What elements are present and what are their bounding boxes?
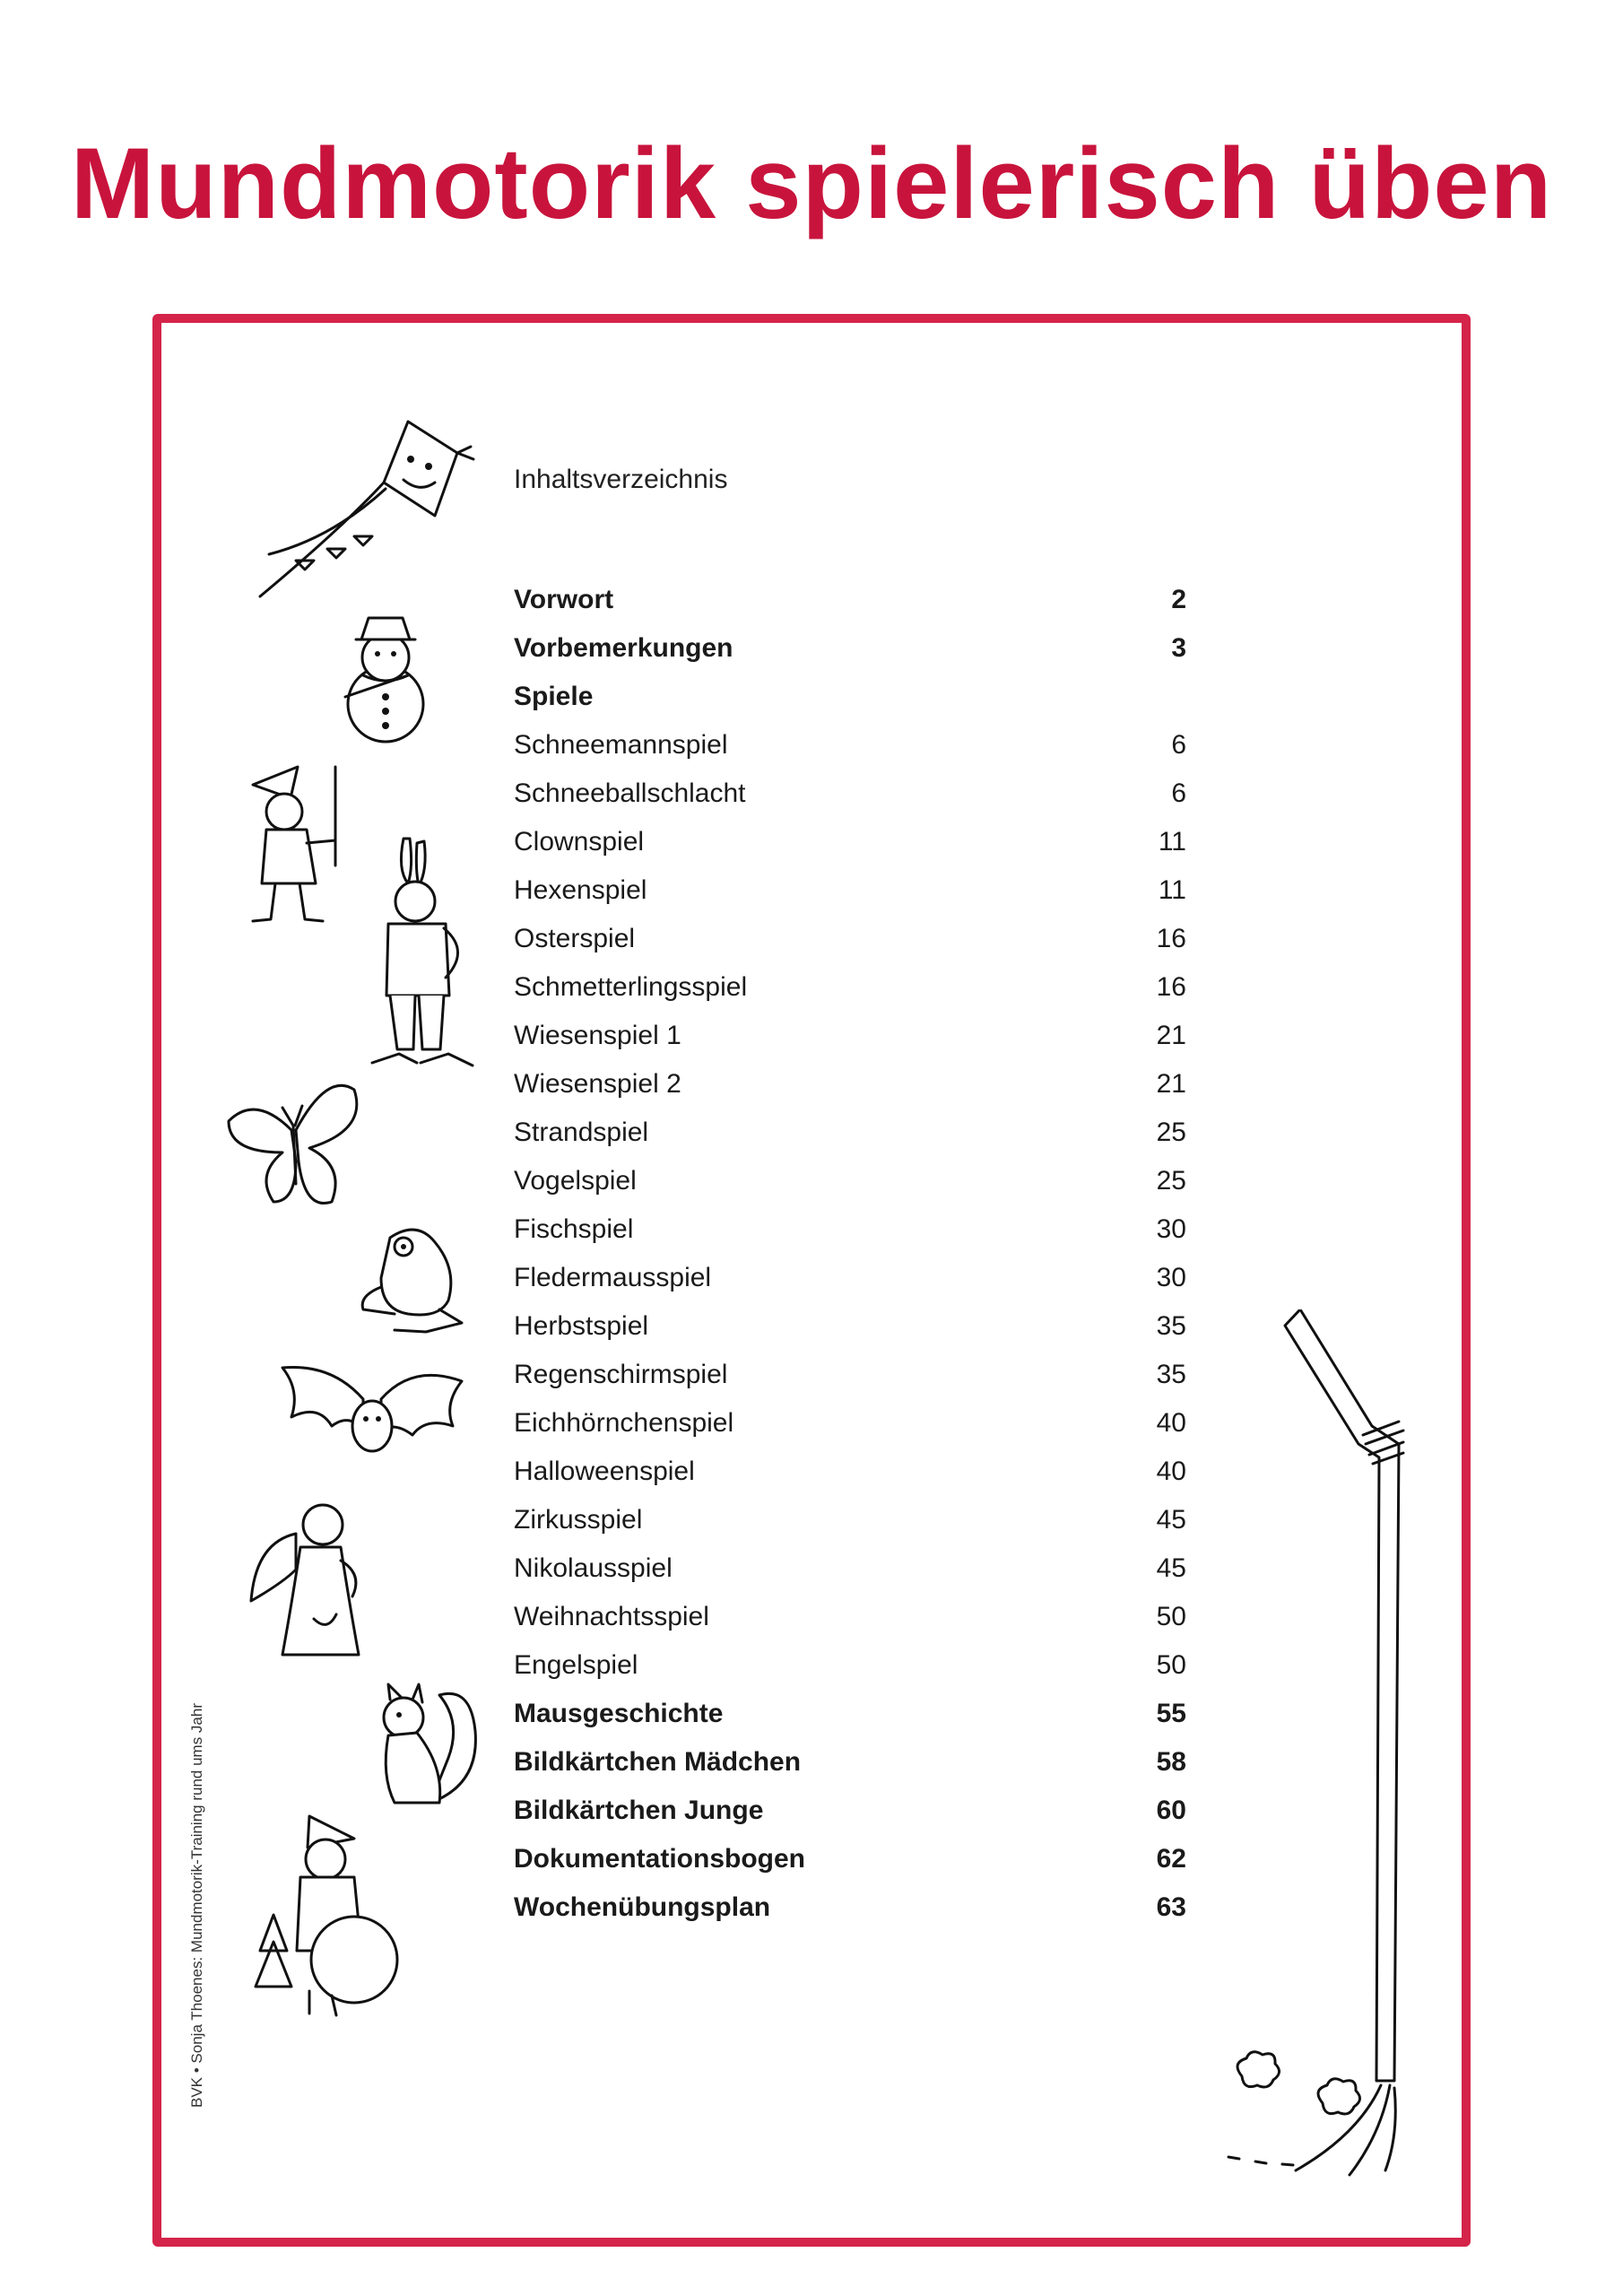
toc-entry xyxy=(514,1448,1186,1496)
toc-entry-label: Weihnachtsspiel xyxy=(514,1602,709,1631)
toc-entry xyxy=(514,1012,1186,1060)
toc-entry-page: 45 xyxy=(1156,1553,1186,1583)
toc-entry xyxy=(514,1593,1186,1641)
toc-entry xyxy=(514,1883,1186,1932)
snowman-icon xyxy=(309,614,457,744)
toc-entry-page: 3 xyxy=(1171,633,1186,663)
toc-entry xyxy=(514,1109,1186,1157)
toc-entry-page: 50 xyxy=(1156,1602,1186,1631)
toc-entry-label: Schmetterlingsspiel xyxy=(514,972,748,1002)
toc-entry-label: Schneeballschlacht xyxy=(514,778,746,808)
toc-entry xyxy=(514,1302,1186,1351)
toc-entry xyxy=(514,1351,1186,1399)
toc-entry-label: Strandspiel xyxy=(514,1118,649,1147)
toc-entry-page: 11 xyxy=(1158,875,1186,905)
toc-entry-label: Spiele xyxy=(514,682,594,711)
rabbit-icon xyxy=(363,834,480,1076)
toc-entry-page: 11 xyxy=(1158,827,1186,857)
toc-entry-page: 63 xyxy=(1156,1892,1186,1922)
toc-entry-page: 45 xyxy=(1156,1505,1186,1535)
witch-icon xyxy=(235,758,352,928)
toc-entry-page: 30 xyxy=(1156,1214,1186,1244)
toc-entry-label: Schneemannspiel xyxy=(514,730,728,760)
toc-entry-label: Regenschirmspiel xyxy=(514,1360,728,1389)
toc-entry-label: Fischspiel xyxy=(514,1214,634,1244)
toc-entry-label: Wiesenspiel 2 xyxy=(514,1069,681,1099)
toc-entry-page: 2 xyxy=(1171,585,1186,614)
toc-entry xyxy=(514,963,1186,1012)
toc-entry-label: Halloweenspiel xyxy=(514,1457,695,1486)
toc-entry-label: Nikolausspiel xyxy=(514,1553,673,1583)
toc-entry xyxy=(514,1060,1186,1109)
toc-entry-label: Osterspiel xyxy=(514,924,636,953)
toc-entry-page: 62 xyxy=(1156,1844,1186,1874)
toc-entry-label: Vorbemerkungen xyxy=(514,633,733,663)
toc-entry-page: 60 xyxy=(1156,1796,1186,1825)
toc-entry-page: 30 xyxy=(1156,1263,1186,1292)
toc-entry xyxy=(514,1738,1186,1787)
toc-entry-label: Clownspiel xyxy=(514,827,645,857)
squirrel-icon xyxy=(363,1677,480,1812)
toc-entry xyxy=(514,915,1186,963)
toc-entry-label: Eichhörnchenspiel xyxy=(514,1408,734,1438)
toc-entry xyxy=(514,673,1186,721)
toc-entry-label: Bildkärtchen Mädchen xyxy=(514,1747,802,1777)
toc-entry-page: 40 xyxy=(1156,1408,1186,1438)
toc-entry xyxy=(514,770,1186,818)
toc-entry-page: 25 xyxy=(1156,1166,1186,1196)
toc-entry-label: Vorwort xyxy=(514,585,614,614)
toc-heading: Inhaltsverzeichnis xyxy=(514,465,728,494)
toc-entry-page: 40 xyxy=(1156,1457,1186,1486)
toc-entry-page: 16 xyxy=(1156,972,1186,1002)
toc-entry-label: Engelspiel xyxy=(514,1650,638,1680)
toc-entry xyxy=(514,624,1186,673)
toc-entry-page: 50 xyxy=(1156,1650,1186,1680)
toc-entry-page: 58 xyxy=(1156,1747,1186,1777)
toc-entry-page: 6 xyxy=(1171,730,1186,760)
toc-entry xyxy=(514,1787,1186,1835)
angel-icon xyxy=(247,1498,372,1664)
toc-entry xyxy=(514,721,1186,770)
toc-entry-page: 16 xyxy=(1156,924,1186,953)
toc-entry-label: Hexenspiel xyxy=(514,875,647,905)
toc-entry-label: Mausgeschichte xyxy=(514,1699,724,1728)
toc-entry-page: 55 xyxy=(1156,1699,1186,1728)
kite-icon xyxy=(251,404,484,605)
toc-entry-label: Wiesenspiel 1 xyxy=(514,1021,681,1050)
toc-entry-page: 21 xyxy=(1156,1021,1186,1050)
toc-entry xyxy=(514,576,1186,624)
toc-entry-page: 35 xyxy=(1156,1360,1186,1389)
toc-entry-label: Vogelspiel xyxy=(514,1166,637,1196)
toc-entry-page: 35 xyxy=(1156,1311,1186,1341)
santa-icon xyxy=(247,1807,404,2022)
toc-entry-label: Wochenübungsplan xyxy=(514,1892,771,1922)
frog-icon xyxy=(354,1224,475,1341)
toc-entry xyxy=(514,1835,1186,1883)
toc-entry xyxy=(514,1254,1186,1302)
side-credit: BVK • Sonja Thoenes: Mundmotorik-Training rund ums Jahr xyxy=(188,1703,205,2108)
toc-entry xyxy=(514,1690,1186,1738)
toc-entry-label: Dokumentationsbogen xyxy=(514,1844,806,1874)
toc-entry xyxy=(514,1544,1186,1593)
toc-entry xyxy=(514,818,1186,866)
toc-entry-label: Bildkärtchen Junge xyxy=(514,1796,764,1825)
toc-entry-page: 25 xyxy=(1156,1118,1186,1147)
toc-entry xyxy=(514,1205,1186,1254)
drinking-straw-icon xyxy=(1215,1309,1444,2184)
toc-entry-label: Fledermausspiel xyxy=(514,1263,712,1292)
toc-entry-label: Zirkusspiel xyxy=(514,1505,643,1535)
toc-entry xyxy=(514,1157,1186,1205)
butterfly-icon xyxy=(220,1076,372,1215)
toc-list xyxy=(514,576,1186,1932)
toc-entry-page: 6 xyxy=(1171,778,1186,808)
toc-entry xyxy=(514,1641,1186,1690)
bat-icon xyxy=(278,1363,466,1462)
toc-entry xyxy=(514,1496,1186,1544)
page-title: Mundmotorik spielerisch üben xyxy=(70,127,1553,239)
toc-entry-label: Herbstspiel xyxy=(514,1311,649,1341)
toc-entry-page: 21 xyxy=(1156,1069,1186,1099)
toc-entry xyxy=(514,866,1186,915)
toc-entry xyxy=(514,1399,1186,1448)
